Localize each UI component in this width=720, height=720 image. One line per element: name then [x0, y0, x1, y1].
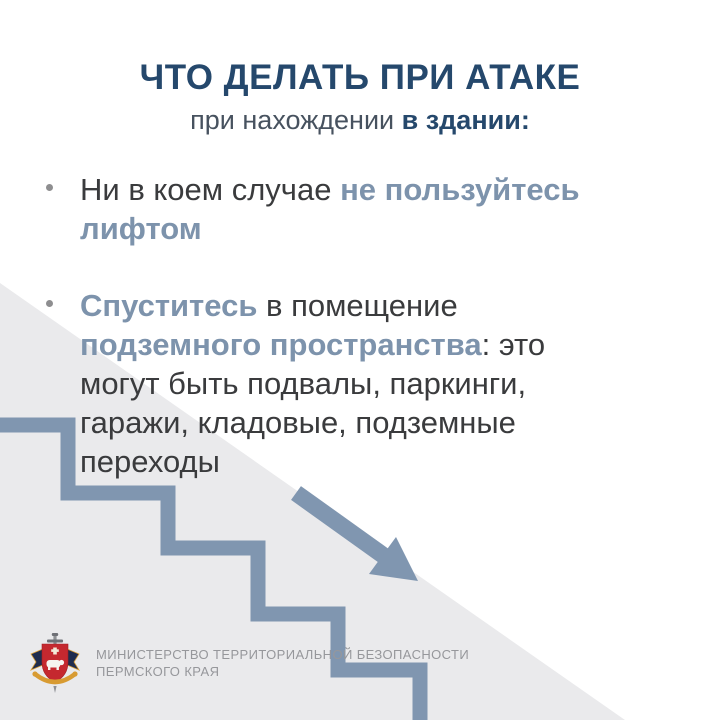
bullet-line: Спуститесь в помещение	[80, 288, 458, 323]
ministry-name-line1: МИНИСТЕРСТВО ТЕРРИТОРИАЛЬНОЙ БЕЗОПАСНОСТИ	[96, 647, 470, 662]
poster-title: ЧТО ДЕЛАТЬ ПРИ АТАКЕ	[139, 58, 581, 97]
bullet-line: переходы	[80, 444, 220, 479]
coat-of-arms-logo	[28, 632, 82, 694]
list-item	[44, 286, 674, 481]
subtitle-bold: в здании:	[401, 105, 530, 135]
shield	[42, 644, 68, 682]
bullet-line: подземного пространства: это	[80, 327, 546, 362]
bullet-line: гаражи, кладовые, подземные	[80, 405, 516, 440]
bullet-text	[80, 286, 674, 481]
bullet-text	[80, 170, 674, 248]
bullet-dot	[46, 300, 53, 307]
poster-subtitle	[0, 105, 720, 136]
bullet-line: могут быть подвалы, паркинги,	[80, 366, 527, 401]
ministry-name-line2: ПЕРМСКОГО КРАЯ	[96, 664, 220, 679]
ministry-name	[96, 646, 469, 680]
list-item	[44, 170, 674, 248]
footer	[28, 632, 469, 694]
bullet-line: Ни в коем случае не пользуйтесь	[80, 172, 580, 207]
bullet-dot	[46, 184, 53, 191]
subtitle-normal: при нахождении	[190, 105, 402, 135]
bullet-line: лифтом	[80, 211, 202, 246]
